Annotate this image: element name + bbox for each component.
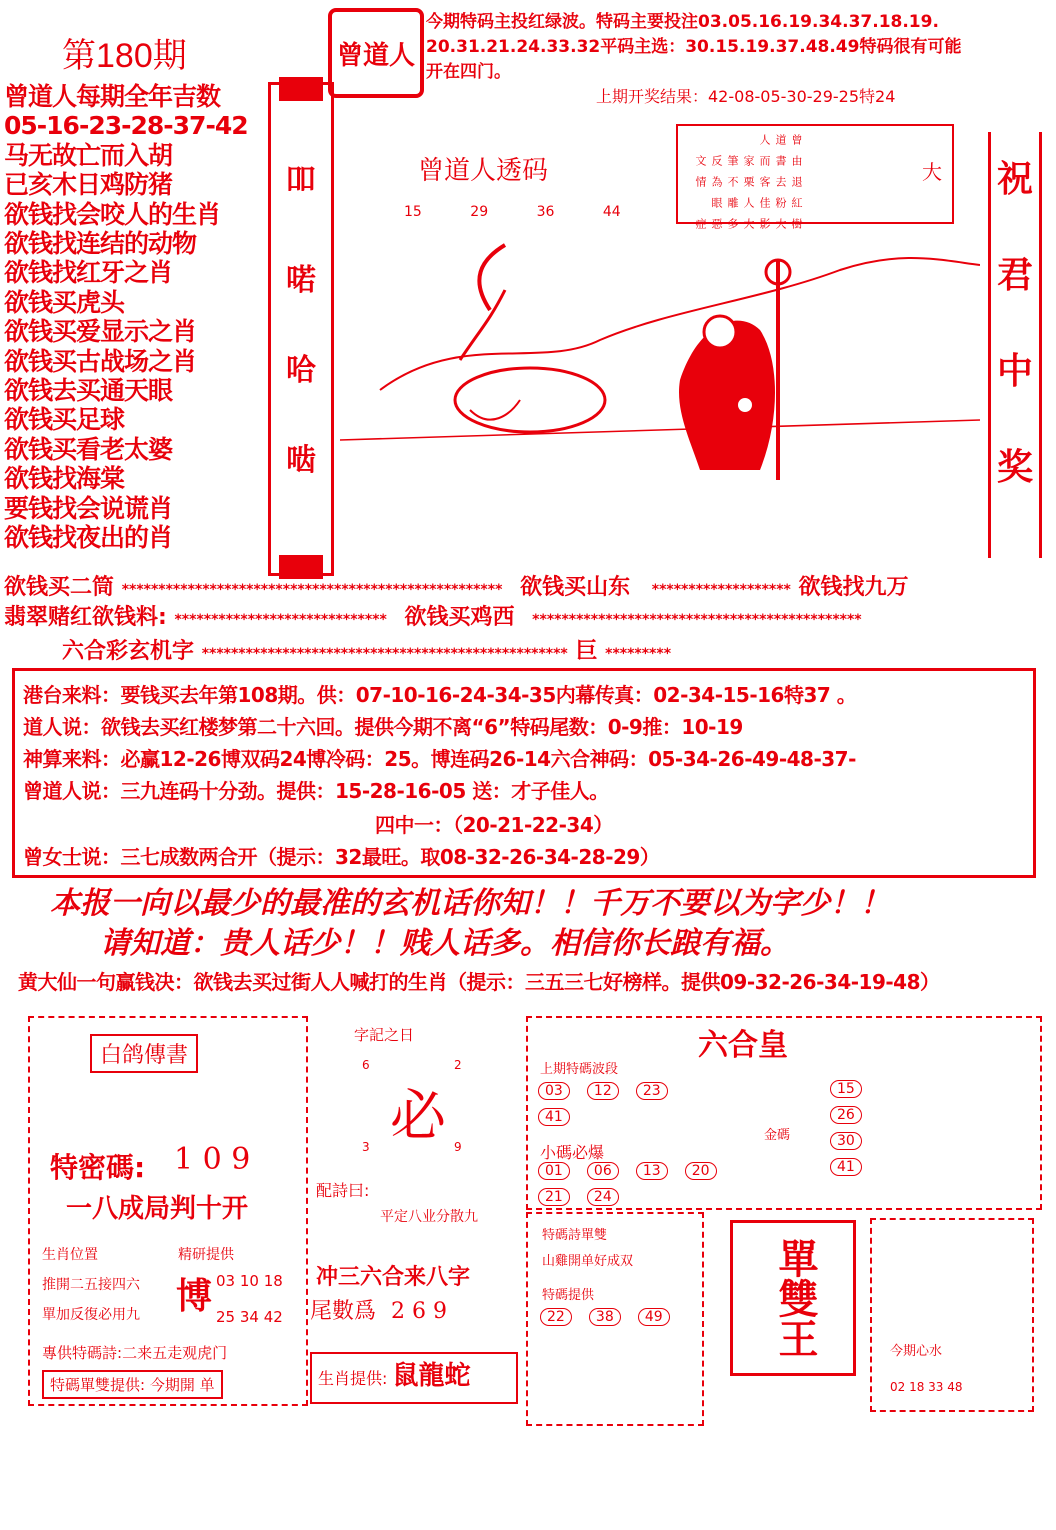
list-item: 马无故亡而入胡 <box>4 140 173 170</box>
wish-char: 君 <box>996 255 1033 296</box>
ball: 13 <box>636 1162 668 1180</box>
row-1 <box>4 570 909 601</box>
right-nums <box>824 1076 904 1180</box>
ball: 22 <box>540 1308 572 1326</box>
ball: 30 <box>830 1132 862 1150</box>
star-filler: **************************************************** <box>121 582 503 598</box>
row-2 <box>4 600 862 631</box>
clock-num: 6 <box>362 1058 370 1072</box>
list-item: 欲钱找会咬人的生肖 <box>4 199 221 229</box>
pillar-glyph: 啮 <box>286 443 316 478</box>
star-filler: ***************************** <box>174 612 387 628</box>
poem-col: 退去客栗不為情 <box>694 176 803 187</box>
sx-label: 生肖提供: <box>318 1369 388 1388</box>
zodiac-pos-line: 單加反復必用九 <box>42 1307 140 1323</box>
ball: 24 <box>587 1188 619 1206</box>
row-1-left: 欲钱买二筒 <box>4 575 115 600</box>
star-filler: ******************* <box>651 582 791 598</box>
ball: 26 <box>830 1106 862 1124</box>
list-item: 欲钱买古战场之肖 <box>4 346 197 376</box>
dan-line <box>42 1370 223 1399</box>
list-item: 曾道人每期全年吉数 <box>4 82 221 111</box>
row-3-right: 巨 <box>575 639 598 664</box>
star-filler: ********************************************* <box>532 612 862 628</box>
jinma-label: 金碼 <box>764 1128 791 1143</box>
poem-col: 紅粉佳人雕眼 <box>710 197 803 208</box>
bo-char: 博 <box>176 1276 213 1317</box>
last-result: 上期开奖结果：42-08-05-30-29-25特24 <box>596 87 896 106</box>
row-1-mid: 欲钱买山东 <box>520 575 631 600</box>
ball: 49 <box>638 1308 670 1326</box>
ball: 06 <box>587 1162 619 1180</box>
ball: 01 <box>538 1162 570 1180</box>
list-item: 欲钱去买通天眼 <box>4 376 173 406</box>
poem-box <box>676 124 954 229</box>
clock-num: 9 <box>454 1140 462 1154</box>
panel-liuhe <box>526 1016 1042 1210</box>
picture-number: 29 <box>470 204 489 220</box>
sx-box <box>310 1352 518 1404</box>
panel-clock <box>310 1016 520 1416</box>
pillar-glyph: 哈 <box>286 353 316 388</box>
info-box <box>12 668 1036 878</box>
nums-row: 25 34 42 <box>216 1308 283 1326</box>
info-line: 曾女士说：三七成数两合开（提示：32最旺。取08-32-26-34-28-29） <box>23 845 660 869</box>
ball: 21 <box>538 1188 570 1206</box>
pei-label: 配詩曰: <box>316 1181 370 1200</box>
info-line: 道人说：欲钱去买红楼梦第二十六回。提供今期不离“6”特码尾数：0-9推：10-19 <box>23 715 743 739</box>
list-item: 欲钱找海棠 <box>4 464 125 494</box>
list-item: 欲钱买看老太婆 <box>4 434 173 464</box>
tema-verse: 一八成局判十开 <box>66 1194 249 1224</box>
ball: 03 <box>538 1082 570 1100</box>
slogan-2: 请知道：贵人话少！！贱人话多。相信你长踉有福。 <box>100 926 790 961</box>
sage-illustration <box>340 240 980 520</box>
huang-daxian-line: 黄大仙一句赢钱决：欲钱去买过街人人喊打的生肖（提示：三五三七好榜样。提供09-32-26-34-19-48） <box>18 970 940 994</box>
list-item: 欲钱找连结的动物 <box>4 229 197 259</box>
wish-column <box>988 132 1042 558</box>
zhuan-line <box>42 1342 227 1363</box>
ball: 12 <box>587 1082 619 1100</box>
list-item: 欲钱找夜出的肖 <box>4 523 173 553</box>
clock-num: 2 <box>454 1058 462 1072</box>
panel-today <box>870 1218 1034 1412</box>
last-label: 上期特碼波段 <box>540 1062 619 1077</box>
tema-label: 特密碼: <box>50 1151 146 1184</box>
panel-dan-shuang <box>526 1212 704 1426</box>
ball: 23 <box>636 1082 668 1100</box>
chong-line: 冲三六合来八字 <box>316 1265 471 1290</box>
poem-col: 樹大影大多惡症 <box>694 218 803 229</box>
row-2-left: 翡翠赌红欲钱料: <box>4 605 167 630</box>
wei-label: 尾數爲 <box>310 1299 377 1324</box>
seal-text: 曾道人 <box>336 40 415 71</box>
issue-number: 第180期 <box>62 37 187 75</box>
list-item: 已亥木日鸡防猪 <box>4 170 173 200</box>
dan-shuang-king: 單雙王 <box>730 1220 856 1376</box>
panel-title: 白鸽傳書 <box>90 1034 198 1073</box>
ball: 41 <box>538 1108 570 1126</box>
info-line: 神算来料：必赢12-26博双码24博冷码：25。博连码26-14六合神码：05-34-26-49-48-37- <box>23 747 856 771</box>
sx-value: 鼠龍蛇 <box>392 1361 471 1391</box>
list-item: 05-16-23-28-37-42 <box>4 111 248 141</box>
big-char: 必 <box>390 1084 446 1149</box>
ball: 41 <box>830 1158 862 1176</box>
picture-number: 44 <box>602 204 621 220</box>
xiaoma-nums <box>532 1158 732 1210</box>
star-filler: ************************************************** <box>201 646 568 662</box>
pei-value: 平定八业分散九 <box>380 1209 478 1225</box>
info-line: 曾道人说：三九连码十分劲。提供：15-28-16-05 送：才子佳人。 <box>23 779 609 803</box>
list-item: 欲钱买足球 <box>4 405 125 435</box>
pillar-glyph: 喏 <box>286 263 316 298</box>
special-label: 精研提供 <box>178 1247 234 1263</box>
wei-line <box>310 1294 447 1325</box>
ball: 15 <box>830 1080 862 1098</box>
dan-line: 山雞開单好成双 <box>542 1254 634 1269</box>
top-announcement <box>426 10 1046 85</box>
nums-row: 03 10 18 <box>216 1272 283 1290</box>
wei-value: 2 6 9 <box>391 1299 447 1324</box>
row-2-mid: 欲钱买鸡西 <box>404 605 515 630</box>
list-item: 欲钱买虎头 <box>4 287 125 317</box>
zodiac-pos-line: 推開二五接四六 <box>42 1277 140 1293</box>
pillar-glyph: 吅 <box>286 163 316 198</box>
top-line-1: 今期特码主投红绿波。特码主要投注03.05.16.19.34.37.18.19. <box>426 12 939 32</box>
top-line-2: 20.31.21.24.33.32平码主选：30.15.19.37.48.49特码很有可能 <box>426 37 962 57</box>
picture-title: 曾道人透码 <box>418 156 549 186</box>
today-nums: 02 18 33 48 <box>890 1380 963 1394</box>
ball: 38 <box>589 1308 621 1326</box>
picture-number: 36 <box>536 204 555 220</box>
tema-value: 1 0 9 <box>174 1142 251 1177</box>
slogan-1: 本报一向以最少的最准的玄机话你知！！千万不要以为字少！！ <box>50 886 890 921</box>
clock-num: 3 <box>362 1140 370 1154</box>
dan-label: 特碼單雙提供: <box>50 1376 146 1394</box>
poem-col: 由書而家筆反文 <box>694 155 803 166</box>
info-line: 四中一：（20-21-22-34） <box>375 813 613 837</box>
top-line-3: 开在四门。 <box>426 62 511 82</box>
picture-numbers <box>404 204 665 220</box>
star-filler: ********* <box>605 646 672 662</box>
clock-title: 字記之日 <box>354 1026 415 1044</box>
picture-number: 15 <box>404 204 422 220</box>
dan-title: 特碼詩單雙 <box>542 1228 608 1243</box>
dan-nums <box>534 1304 676 1330</box>
xiaoma-label: 小碼必爆 <box>540 1143 605 1162</box>
row-3 <box>62 634 671 665</box>
list-item: 要钱找会说谎肖 <box>4 493 173 523</box>
wish-char: 奖 <box>996 447 1033 488</box>
ball: 20 <box>685 1162 717 1180</box>
today-label: 今期心水 <box>890 1344 943 1359</box>
zhuan-value: 二来五走观虎门 <box>122 1344 228 1362</box>
dan-value: 今期開 单 <box>149 1376 215 1394</box>
seal-logo <box>328 8 424 98</box>
liuhe-title: 六合皇 <box>698 1028 788 1063</box>
list-item: 欲钱找红牙之肖 <box>4 258 173 288</box>
zhuan-label: 專供特碼詩: <box>42 1344 123 1362</box>
decorative-pillar <box>268 82 334 576</box>
row-3-left: 六合彩玄机字 <box>62 639 195 664</box>
left-clue-list <box>4 82 272 553</box>
dan-line: 特碼提供 <box>542 1288 595 1303</box>
poem-big-char: 大 <box>922 160 942 184</box>
info-line: 港台来料：要钱买去年第108期。供：07-10-16-24-34-35内幕传真：02-34-15-16特37 。 <box>23 683 857 707</box>
wish-char: 中 <box>996 351 1033 392</box>
poem-col: 曾道人 <box>758 134 803 145</box>
wish-char: 祝 <box>996 159 1033 200</box>
pillar-cap-top <box>279 77 323 101</box>
last-nums <box>532 1078 682 1130</box>
list-item: 欲钱买爱显示之肖 <box>4 317 197 347</box>
panel-pigeon <box>28 1016 308 1406</box>
zodiac-pos-label: 生肖位置 <box>42 1247 98 1263</box>
row-1-right: 欲钱找九万 <box>798 575 909 600</box>
